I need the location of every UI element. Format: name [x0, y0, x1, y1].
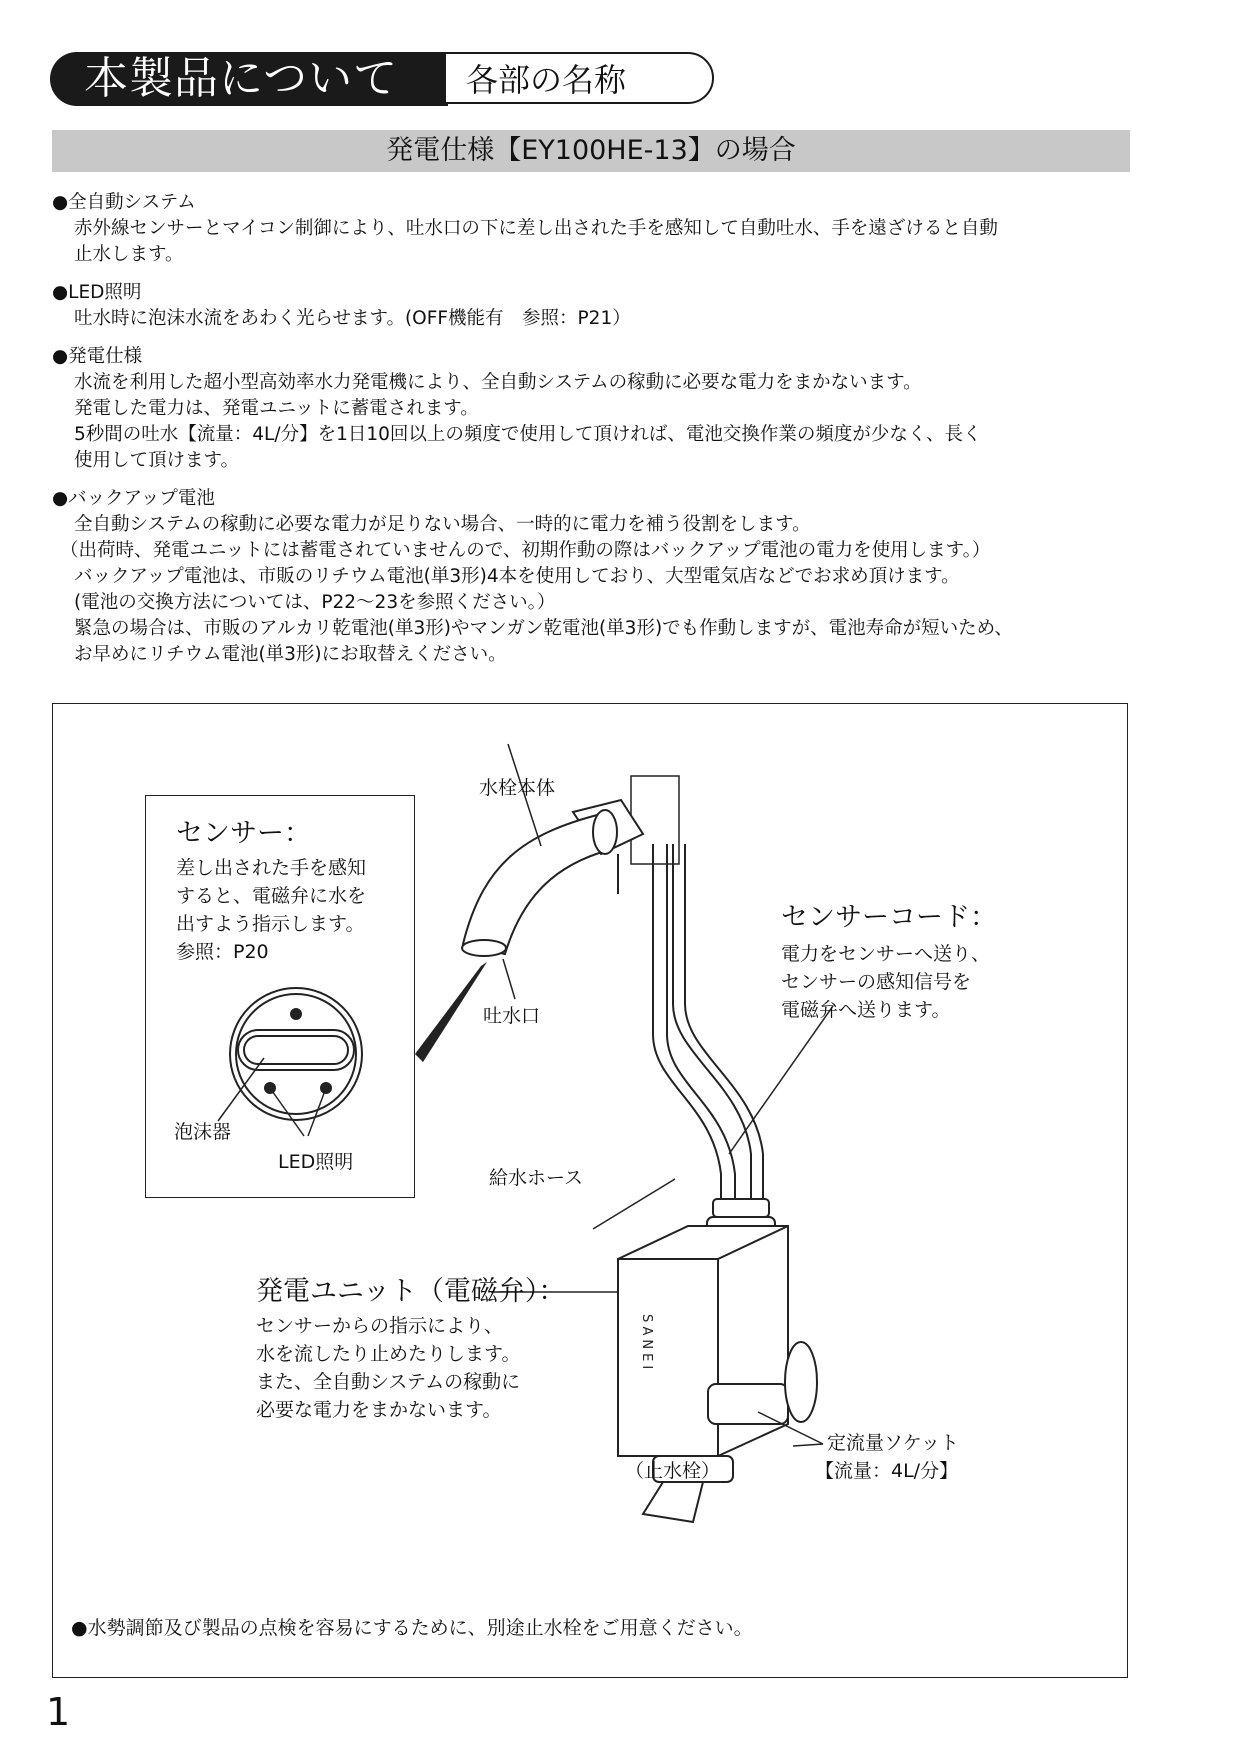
- wall-panel: [631, 776, 679, 864]
- hose-drawing: [653, 844, 763, 1199]
- section-title: ●発電仕様: [52, 346, 143, 367]
- section-line: 赤外線センサーとマイコン制御により、吐水口の下に差し出された手を感知して自動吐水、手を遠ざけると自動: [74, 218, 998, 239]
- section-led: [52, 280, 1142, 332]
- aerator-label: 泡沫器: [174, 1121, 232, 1143]
- stop-valve-label: （止水栓）: [625, 1460, 721, 1482]
- power-unit-desc: 水を流したり止めたりします。: [256, 1343, 521, 1365]
- header-title: 本製品について: [50, 52, 448, 106]
- sensor-desc: 出すよう指示します。: [176, 913, 365, 935]
- section-line: 水流を利用した超小型高効率水力発電機により、全自動システムの稼動に必要な電力をまかないます。: [74, 372, 922, 393]
- faucet-body-label: 水栓本体: [479, 777, 556, 799]
- brand-mark: SANEI: [639, 1314, 654, 1374]
- section-title: ●全自動システム: [52, 192, 196, 213]
- section-line: 使用して頂けます。: [74, 450, 240, 471]
- spout-label: 吐水口: [483, 1005, 541, 1027]
- section-line: バックアップ電池は、市販のリチウム電池(単3形)4本を使用しており、大型電気店などでお求め頂けます。: [74, 566, 960, 587]
- led-label: LED照明: [278, 1151, 354, 1173]
- section-line: 全自動システムの稼動に必要な電力が足りない場合、一時的に電力を補う役割をします。: [74, 514, 811, 535]
- section-line: 吐水時に泡沫水流をあわく光らせます。(OFF機能有 参照：P21）: [74, 308, 631, 329]
- flow-socket-label: 定流量ソケット: [827, 1432, 959, 1454]
- sensor-desc: すると、電磁弁に水を: [176, 885, 367, 907]
- section-line: （出荷時、発電ユニットには蓄電されていませんので、初期作動の際はバックアップ電池の電力を使用します。）: [60, 540, 991, 561]
- faucet-body-drawing: [462, 800, 643, 956]
- sensor-title: センサー：: [176, 818, 311, 849]
- spec-band-title: 発電仕様【EY100HE-13】の場合: [52, 130, 1130, 172]
- sensor-cord-desc: センサーの感知信号を: [781, 971, 972, 993]
- section-auto-system: [52, 190, 1142, 268]
- power-unit-desc: 必要な電力をまかないます。: [256, 1399, 502, 1421]
- stop-valve-note: ●水勢調節及び製品の点検を容易にするために、別途止水栓をご用意ください。: [71, 1617, 753, 1639]
- section-line: お早めにリチウム電池(単3形)にお取替えください。: [74, 644, 507, 665]
- sensor-cord-desc: 電力をセンサーへ送り、: [781, 943, 991, 965]
- power-unit-desc: また、全自動システムの稼動に: [256, 1371, 521, 1393]
- section-line: 発電した電力は、発電ユニットに蓄電されます。: [74, 398, 479, 419]
- section-line: 緊急の場合は、市販のアルカリ乾電池(単3形)やマンガン乾電池(単3形)でも作動しますが、電池寿命が短いため、: [74, 618, 1013, 639]
- section-title: ●バックアップ電池: [52, 488, 215, 509]
- sensor-ref: 参照：P20: [176, 941, 269, 963]
- sensor-inset: [145, 795, 415, 1198]
- hose-label: 給水ホース: [489, 1167, 584, 1189]
- power-unit-title: 発電ユニット（電磁弁）：: [256, 1276, 566, 1307]
- sensor-cord-desc: 電磁弁へ送ります。: [781, 999, 951, 1021]
- flow-socket-rate: 【流量：4L/分】: [815, 1460, 959, 1482]
- header-subtitle: 各部の名称: [444, 52, 714, 104]
- sensor-dot: [290, 1008, 302, 1020]
- feature-sections: [52, 190, 1142, 680]
- section-power-gen: [52, 344, 1142, 474]
- sensor-desc: 差し出された手を感知: [176, 857, 367, 879]
- section-title: ●LED照明: [52, 282, 142, 303]
- section-line: 5秒間の吐水【流量：4L/分】を1日10回以上の頻度で使用して頂ければ、電池交換作業の頻度が少なく、長く: [74, 424, 982, 445]
- power-unit-desc: センサーからの指示により、: [256, 1315, 504, 1337]
- section-backup-battery: [52, 486, 1142, 668]
- sensor-cord-title: センサーコード：: [781, 902, 997, 933]
- page-number: 1: [46, 1690, 71, 1734]
- section-line: (電池の交換方法については、P22～23を参照ください。）: [74, 592, 556, 613]
- sensor-beam: [415, 962, 487, 1062]
- section-line: 止水します。: [74, 244, 184, 265]
